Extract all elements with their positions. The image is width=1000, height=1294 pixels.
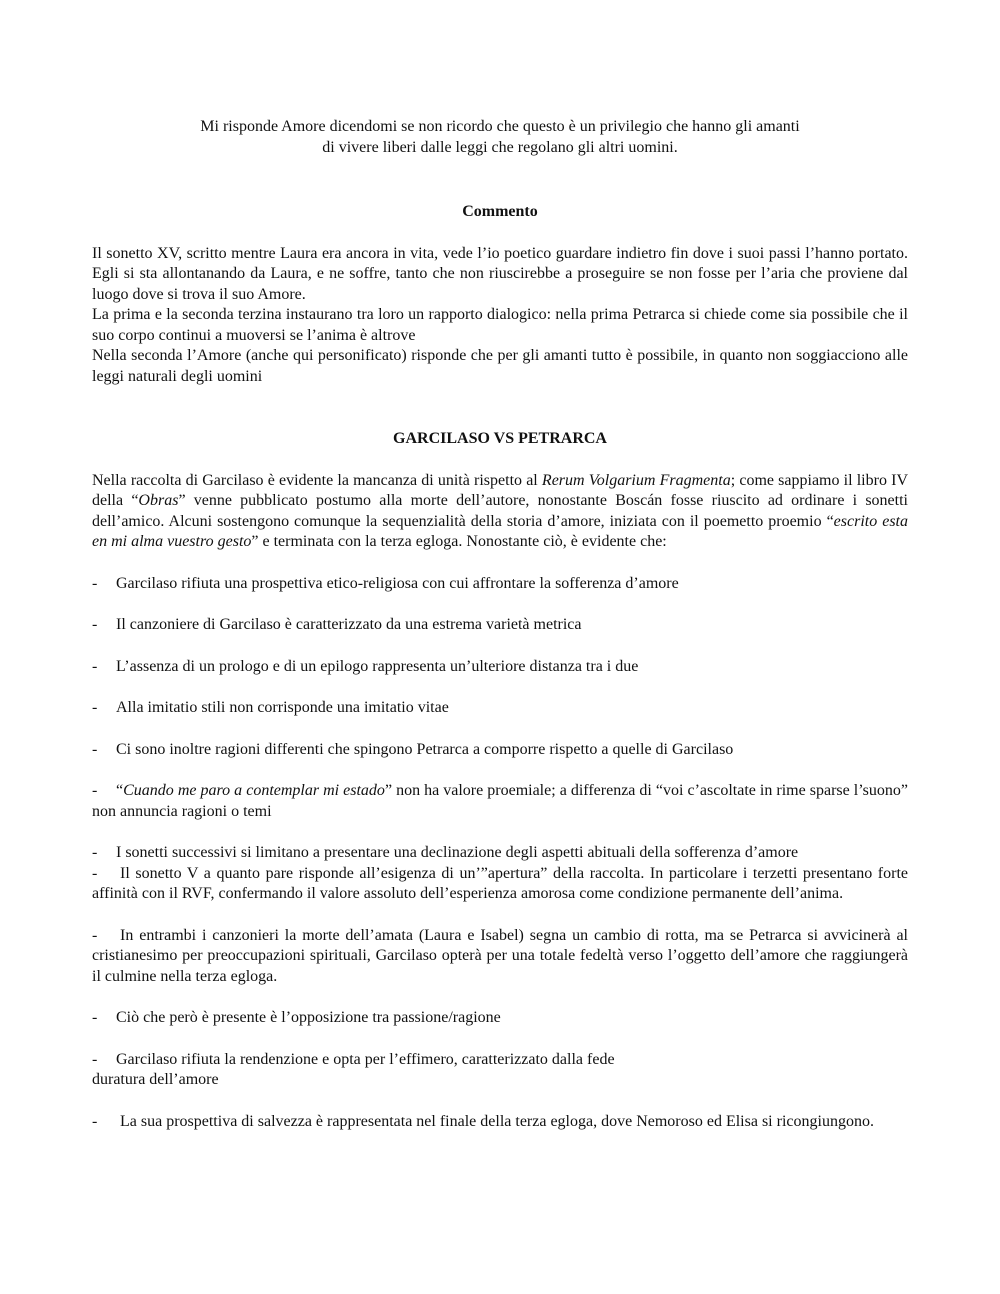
bullet-item-2 bbox=[92, 615, 908, 636]
commento-heading: Commento bbox=[462, 203, 538, 220]
bullet-item-3 bbox=[92, 657, 908, 678]
bullet-text: Ciò che però è presente è l’opposizione tra passione/ragione bbox=[116, 1009, 501, 1026]
bullet-dash: - bbox=[92, 699, 98, 716]
bullet-item-9 bbox=[92, 926, 908, 988]
intro-italic-rvf: Rerum Volgarium Fragmenta bbox=[541, 471, 731, 489]
intro-line-1: Mi risponde Amore dicendomi se non ricordo che questo è un privilegio che hanno gli amanti bbox=[200, 118, 800, 135]
bullet-item-4 bbox=[92, 698, 908, 719]
bullet-dash: - bbox=[92, 864, 98, 882]
intro-text-g: ” e terminata con la terza egloga. Nonostante ciò, è evidente che: bbox=[251, 533, 667, 550]
bullet-item-11 bbox=[92, 1050, 908, 1091]
bullet-text: Garcilaso rifiuta la rendenzione e opta per l’effimero, caratterizzato dalla fede bbox=[116, 1050, 615, 1068]
bullet-item-7 bbox=[92, 843, 908, 864]
bullet-item-8 bbox=[92, 864, 908, 905]
bullet-dash: - bbox=[92, 740, 98, 758]
bullet-open-quote: “ bbox=[116, 782, 124, 799]
intro-text-a: Nella raccolta di Garcilaso è evidente la mancanza di unità rispetto al bbox=[92, 471, 542, 489]
bullet-item-10 bbox=[92, 1008, 908, 1029]
commento-paragraph-2: La prima e la seconda terzina instaurano tra loro un rapporto dialogico: nella prima Petrarca si chiede come sia possibile che il suo corpo continui a muoversi se l’anima è altrove bbox=[92, 306, 908, 344]
bullet-text: Il canzoniere di Garcilaso è caratterizzato da una estrema varietà metrica bbox=[116, 616, 582, 633]
bullet-dash: - bbox=[92, 657, 98, 675]
document-page bbox=[92, 117, 908, 1132]
commento-paragraph-1: Il sonetto XV, scritto mentre Laura era ancora in vita, vede l’io poetico guardare indietro fin dove i suoi passi l’hanno portato. Egli si sta allontanando da Laura, e ne soffre, tanto che non riuscirebbe a proseguire se non fosse per l’aria che proviene dal luogo dove si trova il suo Amore. bbox=[92, 244, 908, 303]
bullet-item-12 bbox=[92, 1112, 908, 1133]
bullet-text: Il sonetto V a quanto pare risponde all’esigenza di un’”apertura” della raccolta. In particolare i terzetti presentano forte affinità con il RVF, confermando il valore assoluto dell’esperienza amorosa come condizione permanente dell’anima. bbox=[92, 864, 908, 902]
bullet-text: Garcilaso rifiuta una prospettiva etico-religiosa con cui affrontare la sofferenza d’amore bbox=[116, 574, 679, 592]
intro-paragraph bbox=[92, 117, 908, 158]
bullet-dash: - bbox=[92, 782, 98, 799]
bullet-dash: - bbox=[92, 1009, 98, 1026]
bullet-text: Ci sono inoltre ragioni differenti che spingono Petrarca a comporre rispetto a quelle di Garcilaso bbox=[116, 740, 734, 758]
bullet-dash: - bbox=[92, 1050, 98, 1068]
bullet-text: In entrambi i canzonieri la morte dell’amata (Laura e Isabel) segna un cambio di rotta, ma se Petrarca si avvicinerà al cristianesimo per preoccupazioni spirituali, Garcilaso opterà per una totale fedeltà verso l’oggetto dell’amore che raggiungerà il culmine nella terza egloga. bbox=[92, 926, 908, 985]
bullet-text: I sonetti successivi si limitano a presentare una declinazione degli aspetti abituali della sofferenza d’amore bbox=[116, 844, 799, 861]
bullet-item-6 bbox=[92, 781, 908, 822]
bullet-dash: - bbox=[92, 1112, 98, 1130]
bullet-item-1 bbox=[92, 574, 908, 595]
garcilaso-intro-paragraph bbox=[92, 471, 908, 553]
garcilaso-heading: GARCILASO VS PETRARCA bbox=[393, 430, 607, 447]
bullet-text: L’assenza di un prologo e di un epilogo rappresenta un’ulteriore distanza tra i due bbox=[116, 657, 639, 675]
intro-text-c: ; come sappiamo il libro IV della “ bbox=[92, 471, 909, 509]
bullet-item-5 bbox=[92, 740, 908, 761]
intro-line-2: di vivere liberi dalle leggi che regolano gli altri uomini. bbox=[322, 138, 678, 156]
bullet-italic-quote: Cuando me paro a contemplar mi estado bbox=[123, 782, 385, 799]
bullet-dash: - bbox=[92, 574, 98, 592]
bullet-line-2: duratura dell’amore bbox=[92, 1071, 219, 1088]
bullet-line-1 bbox=[92, 1050, 908, 1071]
commento-paragraph-3: Nella seconda l’Amore (anche qui personificato) risponde che per gli amanti tutto è possibile, in quanto non soggiacciono alle leggi naturali degli uomini bbox=[92, 347, 908, 385]
bullet-text: ” non ha valore proemiale; a differenza di “voi c’ascoltate in rime sparse l’suono” non annuncia ragioni o temi bbox=[92, 782, 908, 820]
intro-italic-quote: escrito esta en mi alma vuestro gesto bbox=[92, 512, 908, 550]
bullet-dash: - bbox=[92, 844, 98, 861]
commento-section bbox=[92, 244, 908, 388]
intro-text-e: ” venne pubblicato postumo alla morte dell’autore, nonostante Boscán fosse riuscito ad ordinare i sonetti dell’amico. Alcuni sostengono comunque la sequenzialità della storia d’amore, iniziata con il poemetto proemio “ bbox=[92, 492, 908, 530]
bullet-dash: - bbox=[92, 616, 98, 633]
bullet-text: Alla imitatio stili non corrisponde una imitatio vitae bbox=[116, 699, 449, 716]
bullet-text: La sua prospettiva di salvezza è rappresentata nel finale della terza egloga, dove Nemoroso ed Elisa si ricongiungono. bbox=[120, 1112, 874, 1130]
bullet-dash: - bbox=[92, 926, 98, 944]
intro-italic-obras: Obras bbox=[138, 492, 179, 509]
